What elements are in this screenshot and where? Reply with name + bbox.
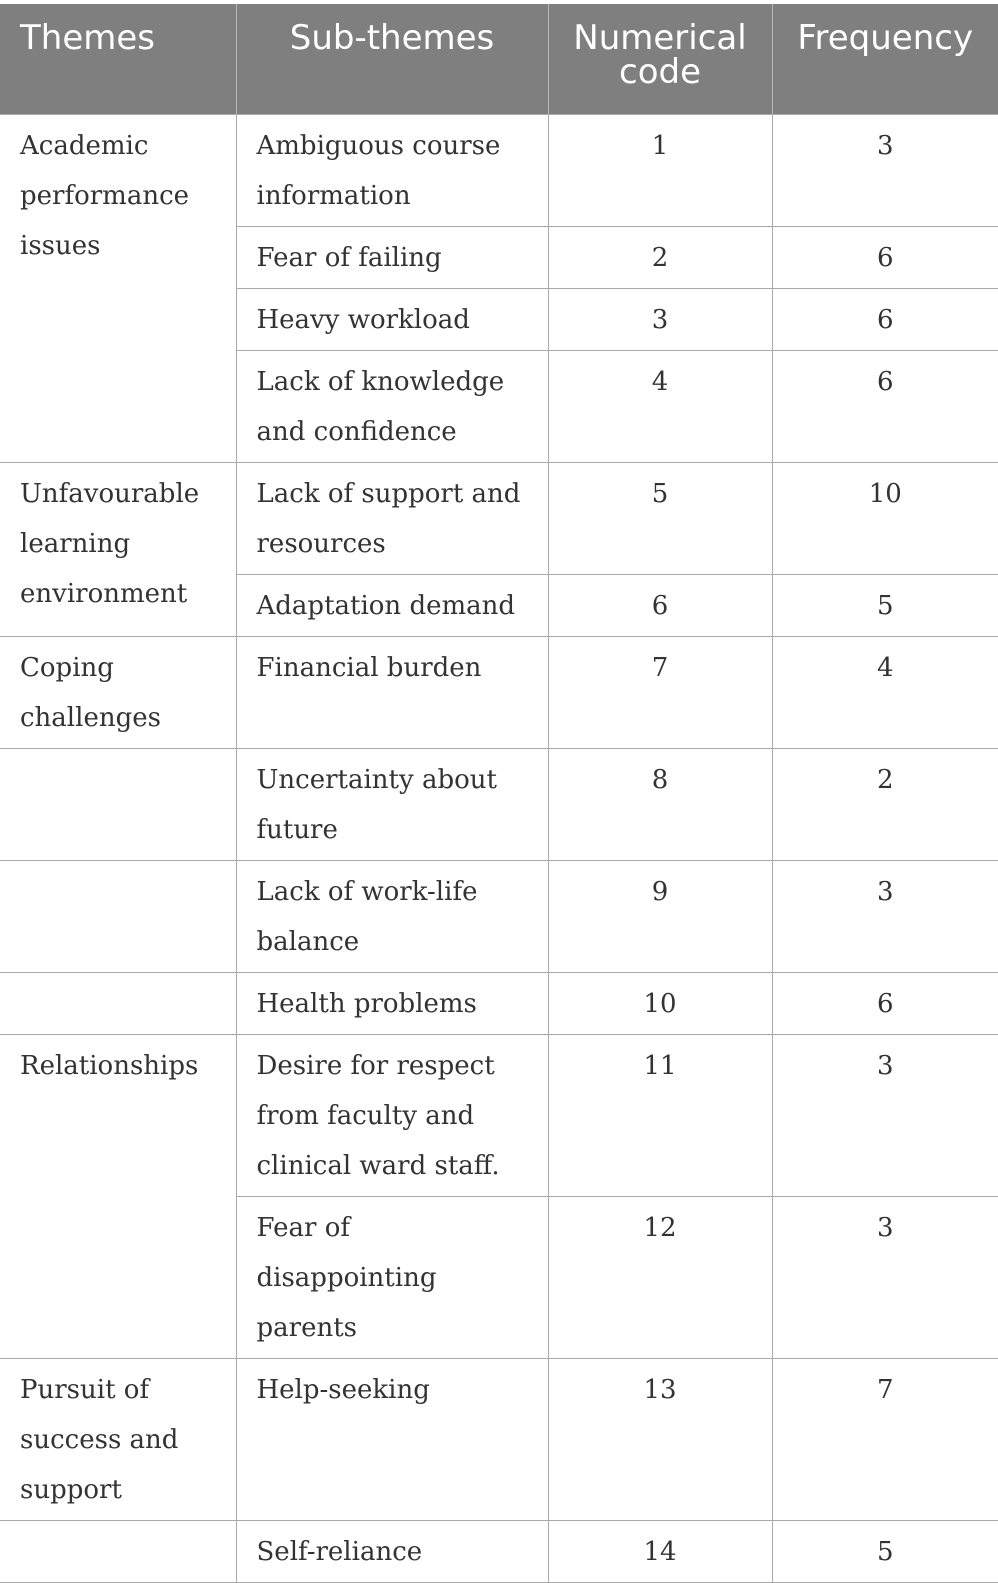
theme-cell xyxy=(0,749,236,861)
sub-theme-cell: Health problems xyxy=(236,973,548,1035)
frequency-cell: 5 xyxy=(772,575,998,637)
frequency-cell: 5 xyxy=(772,1521,998,1583)
code-cell: 14 xyxy=(548,1521,772,1583)
header-sub-themes: Sub-themes xyxy=(236,4,548,115)
frequency-cell: 3 xyxy=(772,115,998,227)
table-body xyxy=(0,115,998,1583)
table-row xyxy=(0,637,998,749)
code-cell: 2 xyxy=(548,227,772,289)
sub-theme-cell: Uncertainty about future xyxy=(236,749,548,861)
theme-cell xyxy=(0,973,236,1035)
code-cell: 12 xyxy=(548,1197,772,1359)
code-cell: 10 xyxy=(548,973,772,1035)
header-numerical-code xyxy=(548,4,772,115)
frequency-cell: 6 xyxy=(772,351,998,463)
sub-theme-cell: Lack of support and resources xyxy=(236,463,548,575)
code-cell: 3 xyxy=(548,289,772,351)
sub-theme-cell: Heavy workload xyxy=(236,289,548,351)
sub-theme-cell: Help-seeking xyxy=(236,1359,548,1521)
theme-cell: Academic performance issues xyxy=(0,115,236,463)
table-row xyxy=(0,1035,998,1197)
theme-cell: Pursuit of success and support xyxy=(0,1359,236,1521)
code-cell: 5 xyxy=(548,463,772,575)
code-cell: 8 xyxy=(548,749,772,861)
header-numerical-code-line2: code xyxy=(619,52,701,92)
header-numerical-code-line1: Numerical xyxy=(573,18,747,58)
code-cell: 13 xyxy=(548,1359,772,1521)
sub-theme-cell: Financial burden xyxy=(236,637,548,749)
frequency-cell: 3 xyxy=(772,1035,998,1197)
theme-cell: Relationships xyxy=(0,1035,236,1359)
frequency-cell: 4 xyxy=(772,637,998,749)
table-row xyxy=(0,1359,998,1521)
frequency-cell: 6 xyxy=(772,289,998,351)
sub-theme-cell: Adaptation demand xyxy=(236,575,548,637)
header-themes: Themes xyxy=(0,4,236,115)
frequency-cell: 3 xyxy=(772,1197,998,1359)
frequency-cell: 6 xyxy=(772,973,998,1035)
sub-theme-cell: Lack of work-life balance xyxy=(236,861,548,973)
sub-theme-cell: Ambiguous course information xyxy=(236,115,548,227)
table-header xyxy=(0,4,998,115)
sub-theme-cell: Fear of disappointing parents xyxy=(236,1197,548,1359)
frequency-cell: 3 xyxy=(772,861,998,973)
frequency-cell: 7 xyxy=(772,1359,998,1521)
sub-theme-cell: Desire for respect from faculty and clinical ward staff. xyxy=(236,1035,548,1197)
theme-cell: Unfavourable learning environment xyxy=(0,463,236,637)
frequency-cell: 10 xyxy=(772,463,998,575)
code-cell: 4 xyxy=(548,351,772,463)
table-row xyxy=(0,749,998,861)
code-cell: 6 xyxy=(548,575,772,637)
theme-cell xyxy=(0,861,236,973)
code-cell: 7 xyxy=(548,637,772,749)
theme-cell: Coping challenges xyxy=(0,637,236,749)
header-frequency: Frequency xyxy=(772,4,998,115)
code-cell: 9 xyxy=(548,861,772,973)
table-row xyxy=(0,463,998,575)
frequency-cell: 6 xyxy=(772,227,998,289)
table-row xyxy=(0,1521,998,1583)
theme-cell xyxy=(0,1521,236,1583)
code-cell: 1 xyxy=(548,115,772,227)
themes-table xyxy=(0,4,998,1583)
sub-theme-cell: Self-reliance xyxy=(236,1521,548,1583)
frequency-cell: 2 xyxy=(772,749,998,861)
table-row xyxy=(0,973,998,1035)
table-row xyxy=(0,861,998,973)
table-row xyxy=(0,115,998,227)
code-cell: 11 xyxy=(548,1035,772,1197)
header-row xyxy=(0,4,998,115)
sub-theme-cell: Fear of failing xyxy=(236,227,548,289)
sub-theme-cell: Lack of knowledge and confidence xyxy=(236,351,548,463)
